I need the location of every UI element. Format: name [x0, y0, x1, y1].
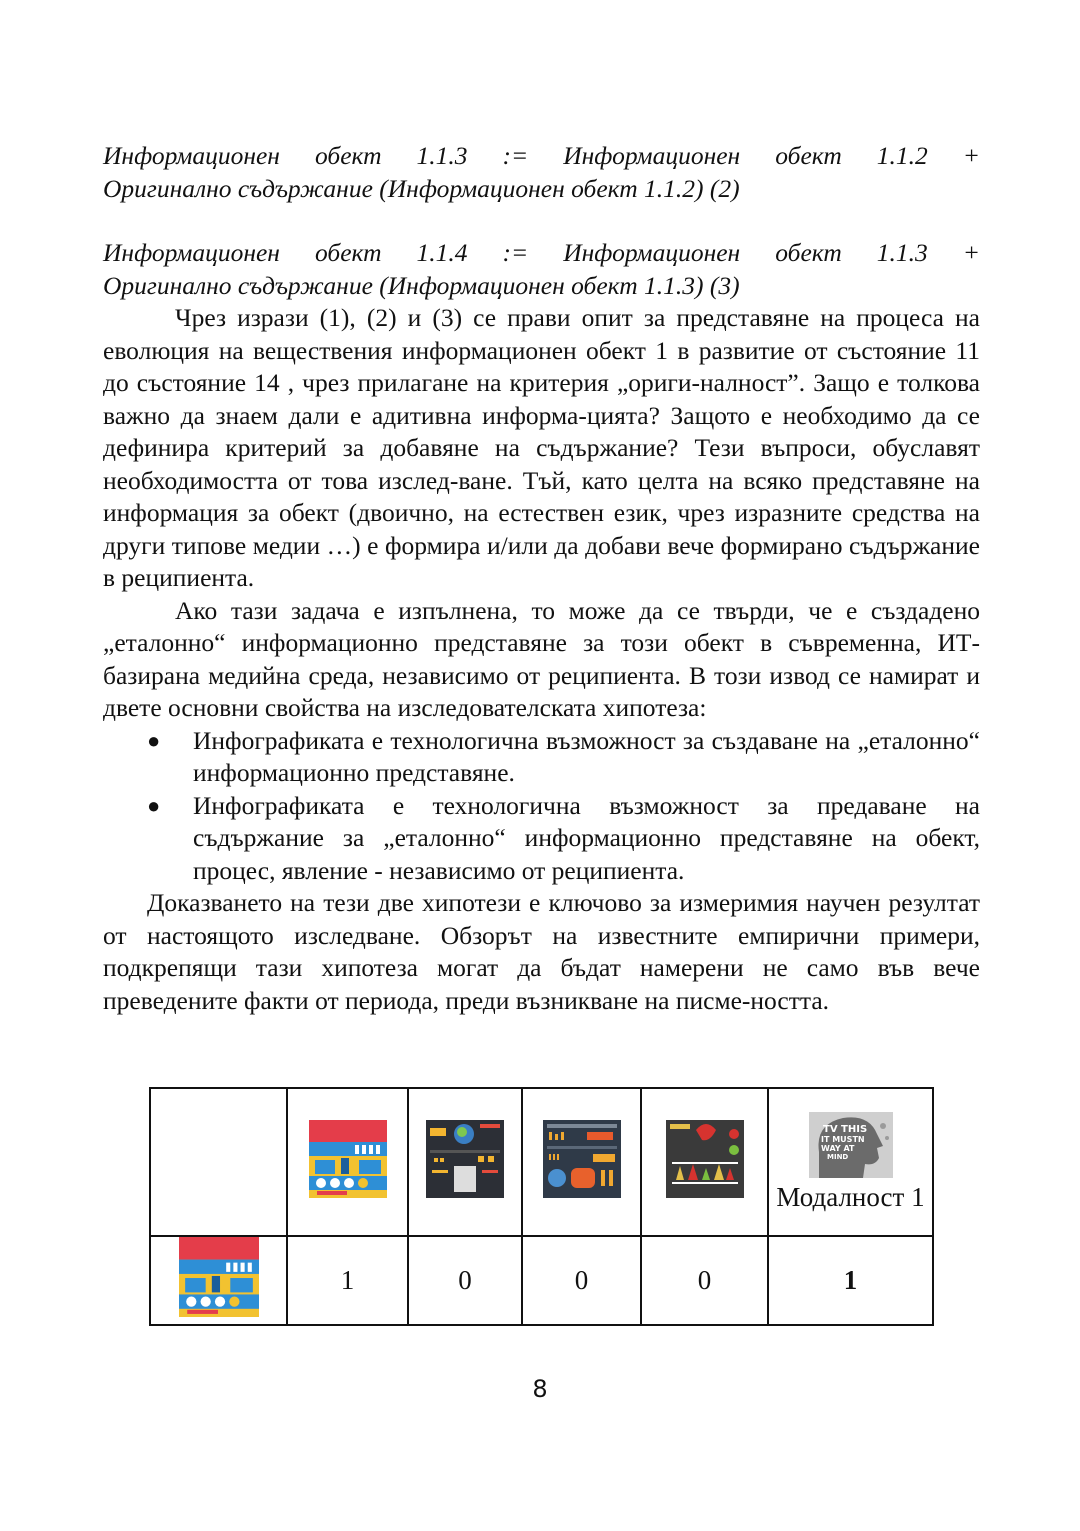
- page-number: 8: [532, 1375, 548, 1403]
- modality-table: [149, 1087, 934, 1326]
- list-item: ● Инфографиката е технологична възможност за предаване на съдържание за „еталонно“ информационно представяне на обект, процес, явление - независимо от реципиента.: [147, 790, 980, 885]
- closing-paragraph: Доказването на тези две хипотези е ключово за измеримия научен резултат от настоящото изследване. Обзорът на известните емпирични примери, подкрепящи тази хипотеза могат да бъдат намерени не само във вече преведените факти от периода, преди възникване на писме-ността.: [103, 888, 980, 1015]
- table-row: [150, 1236, 933, 1325]
- table-cell: 1: [287, 1236, 408, 1325]
- infographic-3-thumbnail: [543, 1120, 621, 1198]
- formula-2: [103, 140, 980, 205]
- formula-2-line1: Информационен обект 1.1.3 := Информационен обект 1.1.2 +: [103, 141, 980, 170]
- formula-2-line2: Оригинално съдържание (Информационен обект 1.1.2) (2): [103, 173, 740, 203]
- infographic-2-thumbnail: [426, 1120, 504, 1198]
- bullet-icon: ●: [147, 727, 161, 753]
- table-cell: 0: [408, 1236, 522, 1325]
- table-cell-modality-value: 1: [768, 1236, 933, 1325]
- svg-text:IT MUSTN: IT MUSTN: [820, 1134, 865, 1144]
- mind-image-thumbnail: [809, 1112, 893, 1178]
- formula-3-line1: Информационен обект 1.1.4 := Информационен обект 1.1.3 +: [103, 238, 980, 267]
- svg-text:WAY AT: WAY AT: [820, 1143, 854, 1153]
- paragraph-2: Ако тази задача е изпълнена, то може да се твърди, че е създадено „еталонно“ информационно представяне за този обект в съвременна, ИТ-базирана медийна среда, независимо от реципиента. В този извод се намират и двете основни свойства на изследователската хипотеза:: [103, 595, 980, 722]
- page-body: [103, 140, 980, 1017]
- svg-text:TV THIS: TV THIS: [822, 1123, 867, 1135]
- bullet-icon: ●: [147, 792, 161, 818]
- table-cell: 0: [641, 1236, 768, 1325]
- header-cell: [408, 1088, 522, 1236]
- header-cell: [522, 1088, 641, 1236]
- table-header-row: [150, 1088, 933, 1236]
- formula-3: [103, 237, 980, 302]
- formula-3-line2: Оригинално съдържание (Информационен обект 1.1.3) (3): [103, 270, 740, 300]
- header-cell-modality: [768, 1088, 933, 1236]
- hypothesis-list: [103, 725, 980, 888]
- table-cell: 0: [522, 1236, 641, 1325]
- paragraph-1: Чрез изрази (1), (2) и (3) се прави опит за представяне на процеса на еволюция на веществения информационен обект 1 в развитие от състояние 11 до състояние 14 , чрез прилагане на критерия „ориги-налност”. Защо е толкова важно да знаем дали е адитивна информа-цията? Защото е необходимо да се дефинира критерий за добавяне на съдържание? Тези въпроси, обуславят необходимостта от това изслед-ване. Тъй, като целта на всяко представяне на информация за обект (двоично, на естествен език, чрез изразните средства на други типове медии …) е формира и/или да добави вече формирано съдържание в реципиента.: [103, 303, 980, 592]
- list-item: ● Инфографиката е технологична възможност за създаване на „еталонно“ информационно представяне.: [147, 725, 980, 787]
- modality-label: Модалност 1: [776, 1181, 925, 1212]
- row-thumbnail-cell: [150, 1236, 287, 1325]
- svg-text:MIND: MIND: [826, 1152, 848, 1161]
- infographic-1-thumbnail: [179, 1237, 259, 1317]
- header-cell: [641, 1088, 768, 1236]
- header-cell: [287, 1088, 408, 1236]
- infographic-4-thumbnail: [666, 1120, 744, 1198]
- infographic-1-thumbnail: [309, 1120, 387, 1198]
- empty-corner-cell: [150, 1088, 287, 1236]
